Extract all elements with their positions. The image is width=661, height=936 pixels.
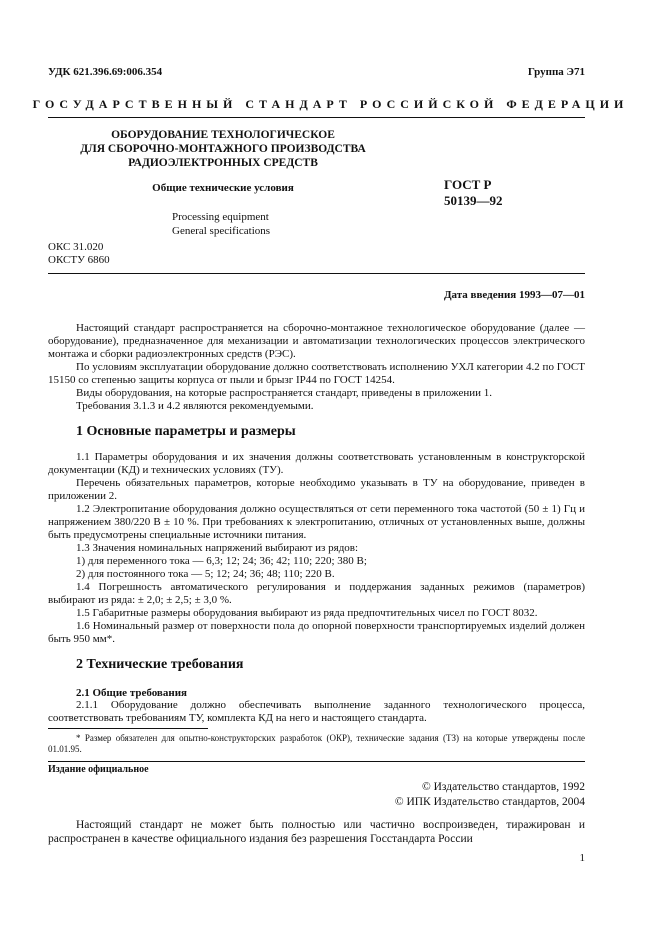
intro-paragraph: Настоящий стандарт распространяется на сборочно-монтажное технологическое оборудование (далее — оборудование), предназначенное для механизации и автоматизации технологических процессов электрического монтажа и сборки радиоэлектронных средств (РЭС). (48, 322, 585, 360)
copyright-1992: © Издательство стандартов, 1992 (421, 781, 585, 793)
title-line-1: ОБОРУДОВАНИЕ ТЕХНОЛОГИЧЕСКОЕ (111, 129, 335, 141)
gost-number (444, 177, 503, 209)
section-1-heading: 1 Основные параметры и размеры (76, 424, 296, 439)
title-line-2: ДЛЯ СБОРОЧНО-МОНТАЖНОГО ПРОИЗВОДСТВА (80, 143, 366, 155)
section-paragraph: 1.5 Габаритные размеры оборудования выбирают из ряда предпочтительных чисел по ГОСТ 8032. (76, 607, 538, 619)
intro-date: Дата введения 1993—07—01 (443, 289, 585, 301)
reproduction-notice (48, 818, 585, 846)
section-paragraph: 2.1.1 Оборудование должно обеспечивать выполнение заданного технологического процесса, соответствовать требованиям ТУ, комплекта КД на него и настоящего стандарта. (48, 699, 585, 724)
document-subtitle: Общие технические условия (152, 182, 294, 194)
classification-rule (48, 273, 585, 274)
footnote (48, 733, 585, 755)
header-rule (48, 117, 585, 118)
state-standard-header: ГОСУДАРСТВЕННЫЙ СТАНДАРТ РОССИЙСКОЙ ФЕДЕРАЦИИ (32, 97, 629, 111)
document-title (48, 128, 398, 170)
footer-rule (48, 761, 585, 762)
english-title (172, 210, 270, 238)
footnote-text: * Размер обязателен для опытно-конструкторских разработок (ОКР), технические задания (ТЗ) на которые утверждены после 01.01.95. (48, 733, 585, 754)
section-paragraph: 2) для постоянного тока — 5; 12; 24; 36; 48; 110; 220 В. (76, 568, 335, 580)
intro-paragraph: Виды оборудования, на которые распространяется стандарт, приведены в приложении 1. (76, 387, 493, 399)
page-number: 1 (579, 852, 585, 864)
intro-text (48, 322, 585, 413)
intro-paragraph: По условиям эксплуатации оборудование должно соответствовать исполнению УХЛ категории 4.2 по ГОСТ 15150 со степенью защиты корпуса от пыли и брызг IP44 по ГОСТ 14254. (48, 361, 585, 386)
edition-label: Издание официальное (48, 764, 149, 775)
section-paragraph: 1.2 Электропитание оборудования должно осуществляться от сети переменного тока частотой (50 ± 1) Гц и напряжением 380/220 В ± 10 %. При требованиях к электропитанию, отличных от установленных выше, должны быть предусмотрены специальные источники питания. (48, 503, 585, 541)
section-2-text (48, 699, 585, 725)
oks-code: ОКС 31.020 (48, 241, 104, 253)
section-2-1-heading: 2.1 Общие требования (76, 687, 187, 699)
footnote-rule (48, 728, 208, 729)
group-code: Группа Э71 (527, 66, 585, 78)
english-title-line-2: General specifications (172, 225, 271, 237)
section-1-text (48, 451, 585, 646)
notice-text: Настоящий стандарт не может быть полностью или частично воспроизведен, тиражирован и распространен в качестве официального издания без разрешения Госстандарта России (48, 819, 585, 845)
title-line-3: РАДИОЭЛЕКТРОННЫХ СРЕДСТВ (128, 157, 318, 169)
gost-line-2: 50139—92 (444, 193, 503, 208)
section-paragraph: 1.6 Номинальный размер от поверхности пола до опорной поверхности транспортируемых изделий должен быть 950 мм*. (48, 620, 585, 645)
section-2-heading: 2 Технические требования (76, 657, 244, 672)
udc-code: УДК 621.396.69:006.354 (48, 66, 163, 78)
section-paragraph: 1.4 Погрешность автоматического регулирования и поддержания заданных режимов (параметров) выбирают из ряда: ± 2,0; ± 2,5; ± 3,0 %. (48, 581, 585, 606)
classification-codes (48, 241, 110, 267)
copyright-2004: © ИПК Издательство стандартов, 2004 (394, 796, 585, 808)
section-paragraph: 1) для переменного тока — 6,3; 12; 24; 36; 42; 110; 220; 380 В; (76, 555, 367, 567)
copyright-block (395, 780, 585, 810)
section-paragraph: 1.1 Параметры оборудования и их значения должны соответствовать установленным в конструкторской документации (КД) и технических условиях (ТУ). (48, 451, 585, 476)
section-paragraph: Перечень обязательных параметров, которые необходимо указывать в ТУ на оборудование, приведен в приложении 2. (48, 477, 585, 502)
intro-paragraph: Требования 3.1.3 и 4.2 являются рекомендуемыми. (76, 400, 314, 412)
gost-line-1: ГОСТ Р (444, 177, 492, 192)
section-paragraph: 1.3 Значения номинальных напряжений выбирают из рядов: (76, 542, 359, 554)
english-title-line-1: Processing equipment (172, 211, 269, 223)
okstu-code: ОКСТУ 6860 (48, 254, 110, 266)
